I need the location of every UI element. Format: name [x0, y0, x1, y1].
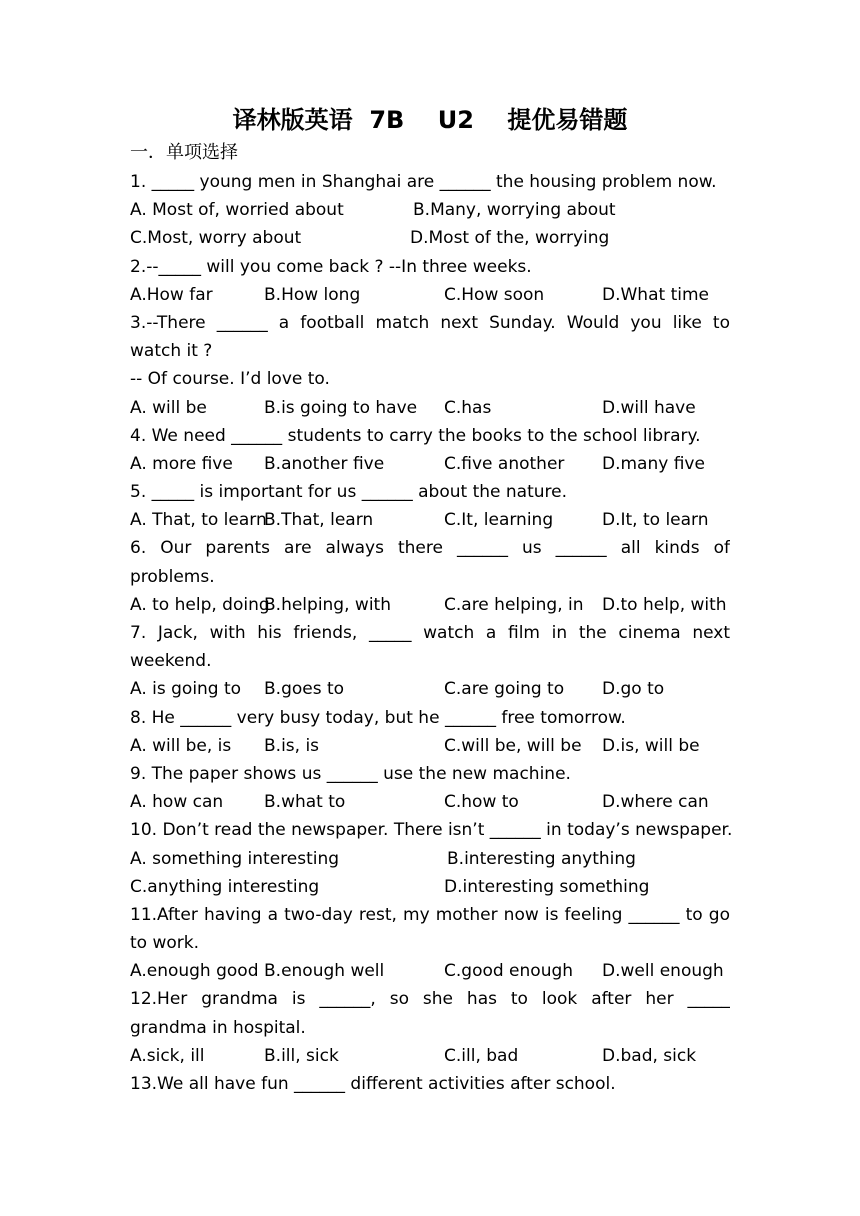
option-b: B.enough well	[264, 961, 385, 982]
question-text: grandma in hospital.	[130, 1017, 306, 1038]
answer-options	[130, 873, 730, 901]
option-b: D.interesting something	[444, 876, 650, 897]
answer-options	[130, 394, 730, 422]
option-d: D.It, to learn	[602, 510, 709, 531]
option-a: A. something interesting	[130, 848, 340, 869]
option-c: C.are going to	[444, 679, 565, 700]
question-text: 12.Her grandma is ______, so she has to look after her _____	[130, 989, 730, 1010]
question-text: 2.--_____ will you come back ? --In three weeks.	[130, 256, 532, 277]
option-c: C.will be, will be	[444, 735, 582, 756]
answer-options	[130, 281, 730, 309]
option-c: C.How soon	[444, 284, 545, 305]
answer-options	[130, 957, 730, 985]
answer-options	[130, 196, 730, 224]
option-b: B.How long	[264, 284, 361, 305]
option-c: C.ill, bad	[444, 1045, 519, 1066]
answer-options	[130, 450, 730, 478]
option-d: D.What time	[602, 284, 709, 305]
option-b: B.interesting anything	[447, 848, 636, 869]
option-a: C.Most, worry about	[130, 228, 302, 249]
question-list	[130, 168, 733, 1098]
option-c: C.are helping, in	[444, 594, 584, 615]
question-text: 13.We all have fun ______ different activities after school.	[130, 1074, 616, 1094]
question-text: problems.	[130, 566, 215, 587]
option-b: B.ill, sick	[264, 1045, 339, 1066]
option-a: A.enough good	[130, 961, 259, 982]
option-a: A. will be, is	[130, 735, 232, 756]
question-text: 10. Don’t read the newspaper. There isn’t ______ in today’s newspaper.	[130, 820, 733, 841]
option-b: B.goes to	[264, 679, 345, 700]
option-a: A. to help, doing	[130, 594, 270, 615]
answer-options	[130, 1042, 730, 1070]
question-text: to work.	[130, 933, 200, 954]
option-d: D.bad, sick	[602, 1045, 697, 1066]
question-text: 5. _____ is important for us ______ about the nature.	[130, 482, 567, 503]
question-text: 6. Our parents are always there ______ us ______ all kinds of	[130, 538, 730, 559]
option-b: B.is going to have	[264, 397, 418, 418]
question-text: 3.--There ______ a football match next Sunday. Would you like to	[130, 312, 730, 333]
question-text: watch it ?	[130, 341, 213, 362]
option-b: D.Most of the, worrying	[410, 228, 610, 249]
option-d: D.go to	[602, 679, 665, 700]
question-text: 1. _____ young men in Shanghai are ______ the housing problem now.	[130, 172, 717, 192]
question-text: 4. We need ______ students to carry the books to the school library.	[130, 425, 701, 446]
option-a: A. more five	[130, 453, 233, 474]
option-c: C.how to	[444, 792, 519, 813]
option-c: C.It, learning	[444, 510, 554, 531]
option-d: D.where can	[602, 792, 709, 813]
answer-options	[130, 224, 730, 252]
option-a: A. That, to learn	[130, 510, 267, 531]
section-heading: 一．单项选择	[130, 142, 238, 163]
answer-options	[130, 788, 730, 816]
option-d: D.many five	[602, 453, 705, 474]
option-b: B.That, learn	[264, 510, 374, 531]
option-b: B.Many, worrying about	[413, 200, 616, 221]
option-c: C.good enough	[444, 961, 574, 982]
answer-options	[130, 845, 730, 873]
option-b: B.helping, with	[264, 594, 391, 615]
option-a: A. will be	[130, 397, 207, 418]
option-b: B.another five	[264, 453, 385, 474]
answer-options	[130, 506, 730, 534]
answer-options	[130, 732, 730, 760]
option-a: A. Most of, worried about	[130, 200, 344, 221]
option-a: A.sick, ill	[130, 1045, 205, 1066]
page-title: 译林版英语 7B U2 提优易错题	[232, 106, 628, 134]
answer-options	[130, 591, 730, 619]
option-d: D.to help, with	[602, 594, 727, 615]
option-c: C.five another	[444, 453, 565, 474]
option-a: C.anything interesting	[130, 876, 320, 897]
question-text: 7. Jack, with his friends, _____ watch a film in the cinema next	[130, 623, 730, 643]
answer-options	[130, 675, 730, 703]
option-b: B.is, is	[264, 735, 320, 756]
question-text: weekend.	[130, 651, 212, 672]
option-d: D.well enough	[602, 961, 724, 982]
option-d: D.will have	[602, 397, 696, 418]
question-text: -- Of course. I’d love to.	[130, 369, 330, 390]
question-text: 8. He ______ very busy today, but he ______ free tomorrow.	[130, 707, 626, 728]
option-a: A.How far	[130, 284, 213, 305]
option-a: A. how can	[130, 792, 224, 813]
question-text: 11.After having a two-day rest, my mother now is feeling ______ to go	[130, 904, 730, 925]
option-b: B.what to	[264, 792, 346, 813]
option-a: A. is going to	[130, 679, 242, 700]
question-text: 9. The paper shows us ______ use the new machine.	[130, 763, 571, 784]
option-d: D.is, will be	[602, 735, 700, 756]
option-c: C.has	[444, 397, 492, 418]
